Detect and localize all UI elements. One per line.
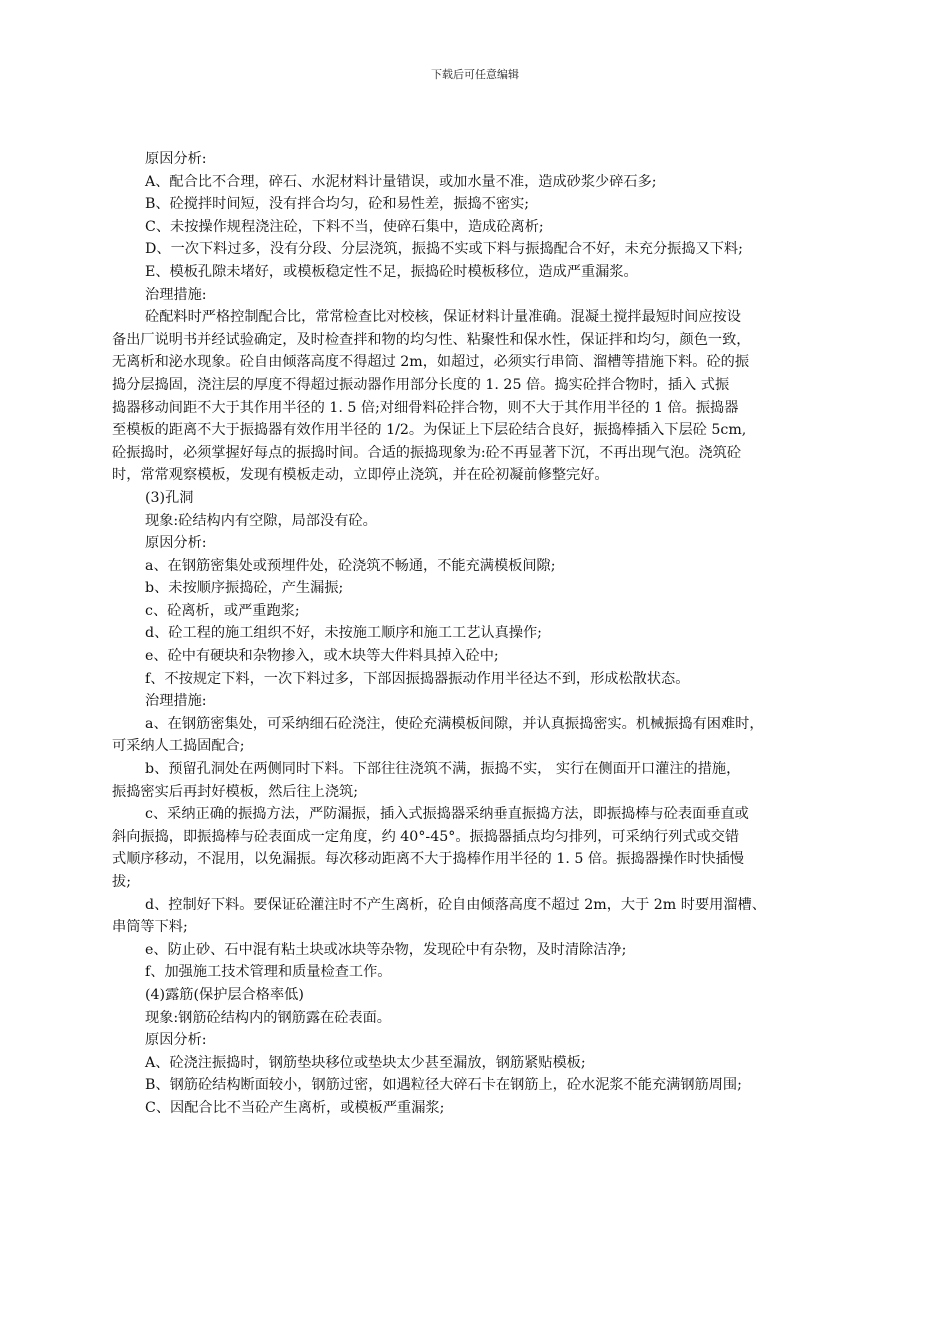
text-line: 串筒等下料; [112,919,188,936]
text-line: b、未按顺序振捣砼，产生漏振; [145,580,344,597]
text-line: 振捣密实后再封好模板，然后往上浇筑; [112,783,358,800]
text-line: 捣器移动间距不大于其作用半径的 1. 5 倍;对细骨料砼拌合物，则不大于其作用半径的 1 倍。振捣器 [112,399,739,416]
text-line: (4)露筋(保护层合格率低) [145,986,304,1003]
text-line: e、防止砂、石中混有粘土块或冰块等杂物，发现砼中有杂物，及时清除洁净; [145,941,627,958]
text-line: 备出厂说明书并经试验确定，及时检查拌和物的均匀性、粘聚性和保水性，保证拌和均匀，颜色一致， [112,331,751,348]
text-line: 现象:砼结构内有空隙，局部没有砼。 [145,512,377,529]
text-line: 至模板的距离不大于振捣器有效作用半径的 1/2。为保证上下层砼结合良好，振捣棒插入下层砼 5cm, [112,422,747,439]
text-line: c、采纳正确的振捣方法，严防漏振，插入式振捣器采纳垂直振捣方法，即振捣棒与砼表面垂直或 [145,806,749,823]
text-line: e、砼中有硬块和杂物掺入，或木块等大件料具掉入砼中; [145,648,499,665]
text-line: f、加强施工技术管理和质量检查工作。 [145,964,392,981]
text-line: B、砼搅拌时间短，没有拌合均匀，砼和易性差，振捣不密实; [145,196,530,213]
text-line: 砼配料时严格控制配合比，常常检查比对校核，保证材料计量准确。混凝土搅拌最短时间应按设 [145,309,741,326]
text-line: (3)孔洞 [145,489,194,506]
text-line: b、预留孔洞处在两侧同时下料。下部往往浇筑不满，振捣不实， 实行在侧面开口灌注的措施， [145,761,741,778]
text-line: 拔; [112,874,131,890]
text-line: 治理措施: [145,286,207,303]
page-header-note: 下载后可任意编辑 [431,68,519,81]
text-line: c、砼离析，或严重跑浆; [145,602,300,619]
text-line: 现象:钢筋砼结构内的钢筋露在砼表面。 [145,1009,391,1026]
text-line: B、钢筋砼结构断面较小，钢筋过密，如遇粒径大碎石卡在钢筋上，砼水泥浆不能充满钢筋周围; [145,1077,742,1094]
text-line: 砼振捣时，必须掌握好每点的振捣时间。合适的振捣现象为:砼不再显著下沉，不再出现气泡。浇筑砼 [112,444,742,461]
text-line: a、在钢筋密集处或预埋件处，砼浇筑不畅通，不能充满模板间隙; [145,557,556,574]
text-line: 原因分析: [145,1032,207,1049]
text-line: A、配合比不合理，碎石、水泥材料计量错误，或加水量不准，造成砂浆少碎石多; [145,173,657,190]
text-line: 时，常常观察模板，发现有模板走动，立即停止浇筑，并在砼初凝前修整完好。 [112,467,609,484]
text-line: 无离析和泌水现象。砼自由倾落高度不得超过 2m，如超过，必须实行串筒、溜槽等措施下料。砼的振 [112,354,750,371]
text-line: 斜向振捣，即振捣棒与砼表面成一定角度，约 40°-45°。振捣器插点均匀排列，可采纳行列式或交错 [112,828,740,845]
text-line: a、在钢筋密集处，可采纳细石砼浇注，使砼充满模板间隙，并认真振捣密实。机械振捣有困难时， [145,715,764,732]
text-line: E、模板孔隙未堵好，或模板稳定性不足，振捣砼时模板移位，造成严重漏浆。 [145,263,638,280]
text-line: D、一次下料过多，没有分段、分层浇筑，振捣不实或下料与振捣配合不好，未充分振捣又下料; [145,241,743,258]
text-line: d、控制好下料。要保证砼灌注时不产生离析，砼自由倾落高度不超过 2m，大于 2m 时要用溜槽、 [145,896,766,913]
document-body [112,148,864,1120]
text-line: C、未按操作规程浇注砼，下料不当，使碎石集中，造成砼离析; [145,218,544,235]
text-line: 可采纳人工捣固配合; [112,738,245,755]
text-line: d、砼工程的施工组织不好，未按施工顺序和施工工艺认真操作; [145,625,542,642]
text-line: 式顺序移动，不混用，以免漏振。每次移动距离不大于捣棒作用半径的 1. 5 倍。振捣器操作时快插慢 [112,851,744,868]
text-line: f、不按规定下料，一次下料过多，下部因振捣器振动作用半径达不到，形成松散状态。 [145,670,690,687]
text-line: 治理措施: [145,693,207,710]
text-line: A、砼浇注振捣时，钢筋垫块移位或垫块太少甚至漏放，钢筋紧贴模板; [145,1054,586,1071]
text-line: 原因分析: [145,535,207,552]
text-line: 原因分析: [145,151,207,167]
text-line: 捣分层捣固，浇注层的厚度不得超过振动器作用部分长度的 1. 25 倍。捣实砼拌合物时，插入 式振 [112,376,730,393]
text-line: C、因配合比不当砼产生离析，或模板严重漏浆; [145,1099,445,1116]
